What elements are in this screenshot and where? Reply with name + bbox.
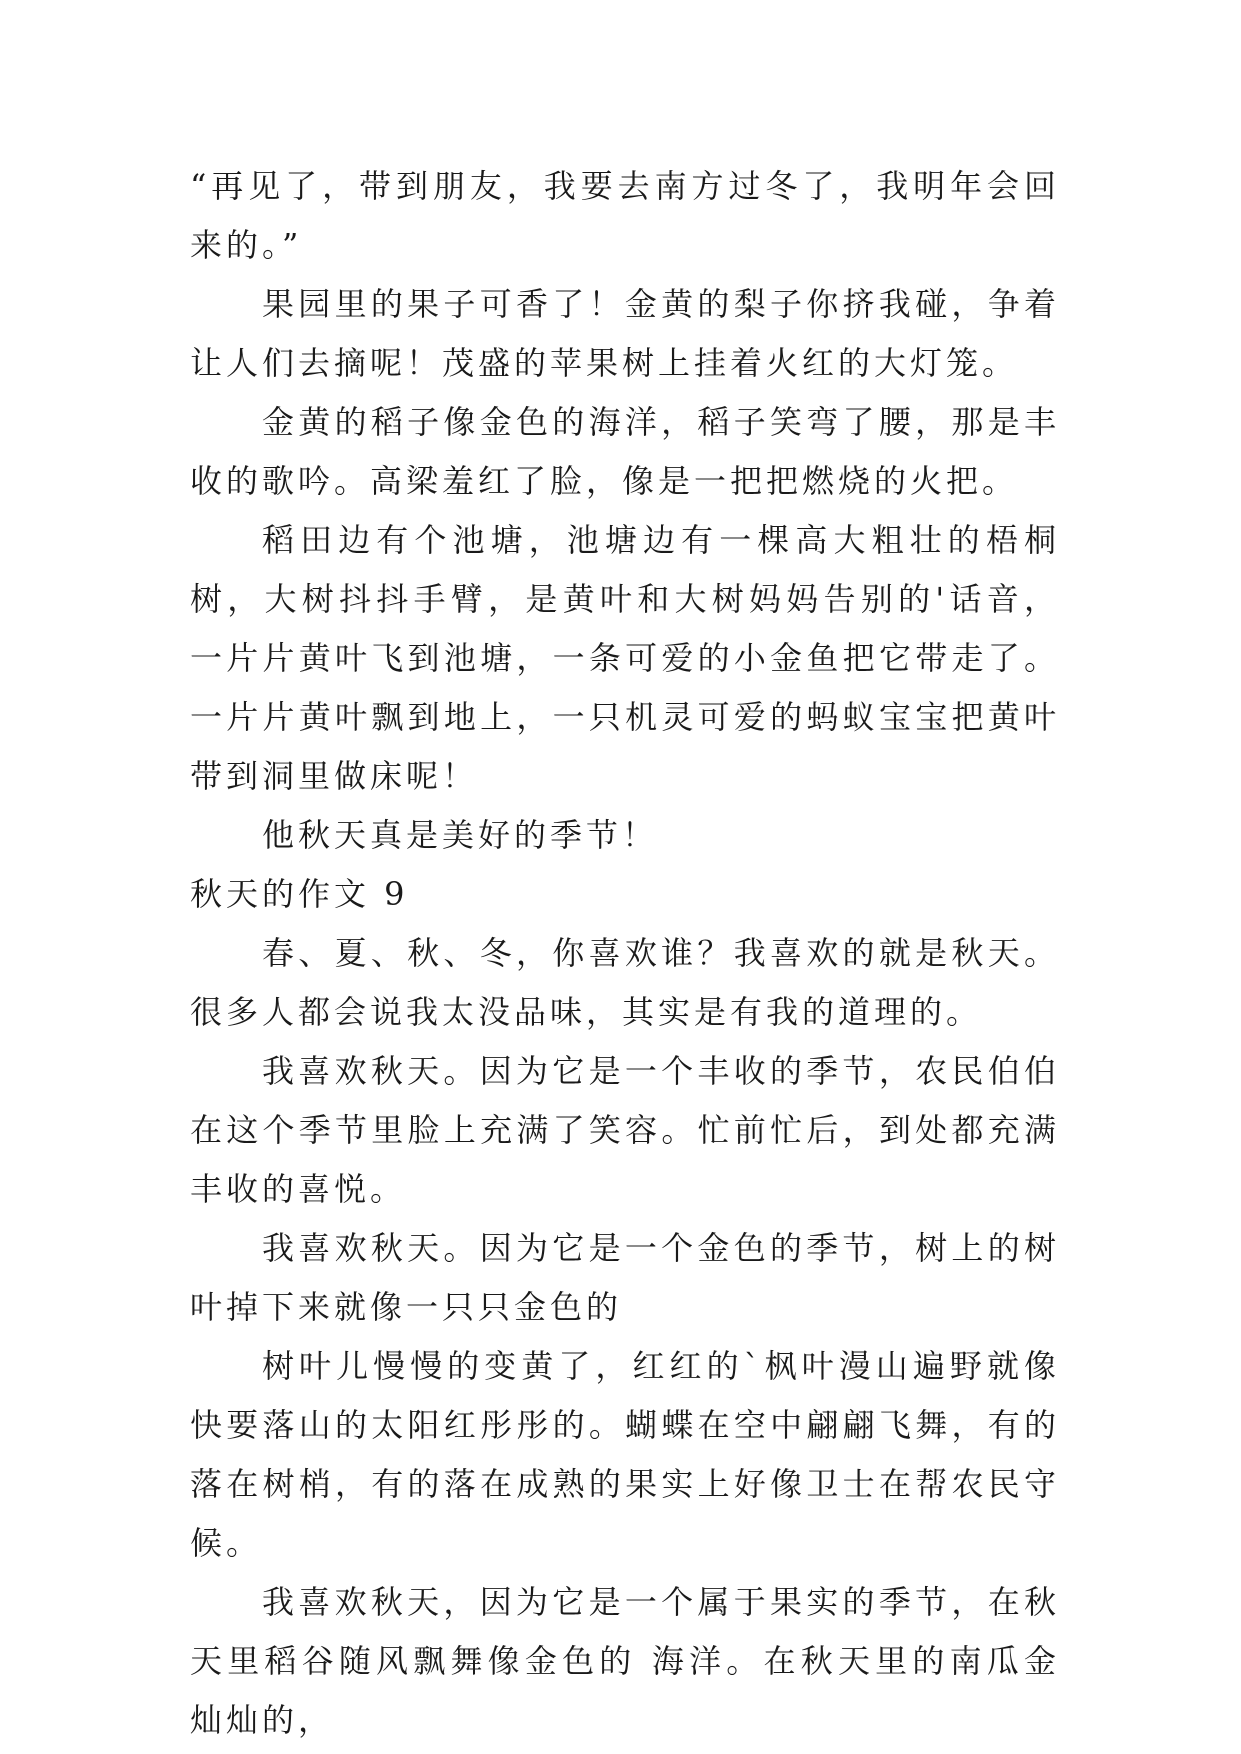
document-body (190, 157, 1060, 1750)
paragraph-orchard: 果园里的果子可香了！金黄的梨子你挤我碰，争着让人们去摘呢！茂盛的苹果树上挂着火红的大灯笼。 (190, 285, 1060, 382)
paragraph-pond: 稻田边有个池塘，池塘边有一棵高大粗壮的梧桐树，大树抖抖手臂，是黄叶和大树妈妈告别的'话音，一片片黄叶飞到池塘，一条可爱的小金鱼把它带走了。一片片黄叶飘到地上，一只机灵可爱的蚂蚁宝宝把黄叶带到洞里做床呢！ (190, 521, 1060, 795)
paragraph-seasons: 春、夏、秋、冬，你喜欢谁？我喜欢的就是秋天。很多人都会说我太没品味，其实是有我的道理的。 (190, 934, 1060, 1031)
section-heading: 秋天的作文 9 (190, 875, 409, 913)
paragraph-farewell-quote: “再见了，带到朋友，我要去南方过冬了，我明年会回来的。” (190, 167, 1060, 264)
paragraph-fruit-season: 我喜欢秋天，因为它是一个属于果实的季节，在秋天里稻谷随风飘舞像金色的 海洋。在秋天里的南瓜金灿灿的， (190, 1583, 1060, 1739)
paragraph-leaves: 树叶儿慢慢的变黄了，红红的`枫叶漫山遍野就像快要落山的太阳红彤彤的。蝴蝶在空中翩翩飞舞，有的落在树梢，有的落在成熟的果实上好像卫士在帮农民守候。 (190, 1347, 1060, 1562)
paragraph-golden-season: 我喜欢秋天。因为它是一个金色的季节，树上的树叶掉下来就像一只只金色的 (190, 1229, 1060, 1326)
paragraph-harvest: 我喜欢秋天。因为它是一个丰收的季节，农民伯伯在这个季节里脸上充满了笑容。忙前忙后，到处都充满丰收的喜悦。 (190, 1052, 1060, 1208)
paragraph-conclusion: 他秋天真是美好的季节！ (262, 816, 659, 854)
paragraph-rice-field: 金黄的稻子像金色的海洋，稻子笑弯了腰，那是丰收的歌吟。高梁羞红了脸，像是一把把燃烧的火把。 (190, 403, 1060, 500)
